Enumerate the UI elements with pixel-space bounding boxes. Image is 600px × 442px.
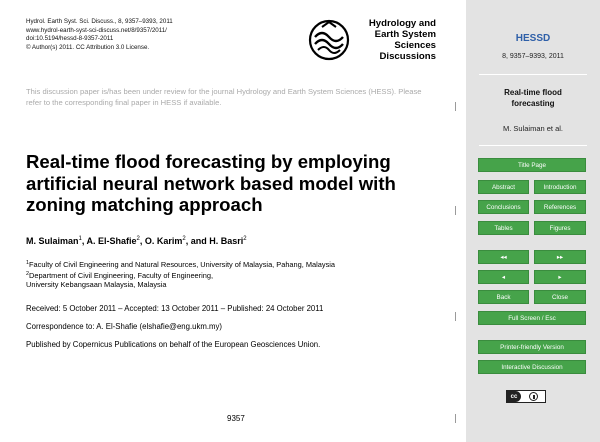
first-page-button[interactable]: ◂◂ (478, 250, 529, 264)
cc-license-badge[interactable] (506, 390, 546, 403)
citation-meta (26, 18, 173, 52)
introduction-button[interactable]: Introduction (534, 180, 586, 194)
conclusions-button[interactable]: Conclusions (478, 200, 529, 214)
author-name: O. Karim (144, 236, 183, 246)
sidebar-journal: HESSD (515, 33, 551, 44)
strip-label-wrap (445, 48, 466, 110)
logo-line: Hydrology and (368, 18, 436, 29)
affiliations (26, 259, 335, 290)
tables-button[interactable]: Tables (478, 221, 529, 235)
logo-wordmark (369, 18, 436, 62)
sidebar-divider (479, 74, 587, 75)
author-affil-mark: 2 (182, 236, 186, 242)
affiliation (26, 270, 335, 281)
citation-url: www.hydrol-earth-syst-sci-discuss.net/8/9357/2011/ (26, 26, 167, 34)
affil-text: University Kebangsaan Malaysia, Malaysia (26, 280, 167, 290)
author-separator: , (139, 236, 145, 246)
references-button[interactable]: References (534, 200, 586, 214)
strip-divider (455, 102, 456, 111)
affiliation (26, 280, 335, 290)
logo-line: Sciences (394, 40, 436, 51)
author-affil-mark: 1 (78, 236, 82, 242)
page-number: 9357 (227, 414, 245, 423)
attribution-icon (529, 392, 538, 401)
strip-label-wrap (445, 350, 466, 412)
sidebar-author: M. Sulaiman et al. (502, 124, 564, 133)
sidebar-title-line: forecasting (511, 98, 555, 108)
publication-dates: Received: 5 October 2011 – Accepted: 13 October 2011 – Published: 24 October 2011 (26, 304, 324, 313)
cc-icon: cc (507, 391, 521, 402)
title-page-button[interactable]: Title Page (478, 158, 586, 172)
affil-mark: 1 (26, 260, 29, 266)
affiliation (26, 259, 335, 270)
last-page-button[interactable]: ▸▸ (534, 250, 586, 264)
review-notice: This discussion paper is/has been under review for the journal Hydrology and Earth System Sciences (HESS). Please refer to the corresponding final paper in HESS if available. (26, 87, 422, 107)
logo-line: Earth System (374, 29, 436, 40)
figures-button[interactable]: Figures (534, 221, 586, 235)
egu-logo-icon (308, 18, 350, 62)
cc-attribution-area (521, 392, 545, 401)
paper-title: Real-time flood forecasting by employing artificial neural network based model with zoning matching approach (26, 151, 396, 216)
strip-label-wrap (445, 250, 466, 312)
author-affil-mark: 2 (243, 236, 247, 242)
sidebar-pages: 8, 9357–9393, 2011 (502, 53, 564, 60)
correspondence: Correspondence to: A. El-Shafie (elshafie@eng.ukm.my) (26, 322, 222, 331)
author-list (26, 236, 247, 246)
citation-doi: doi:10.5194/hessd-8-9357-2011 (26, 35, 114, 43)
author-name: A. El-Shafie (86, 236, 137, 246)
interactive-discussion-button[interactable]: Interactive Discussion (478, 360, 586, 374)
author-separator: , (81, 236, 87, 246)
citation-line: Hydrol. Earth Syst. Sci. Discuss., 8, 9357–9393, 2011 (26, 18, 173, 25)
author-separator-and: , and (185, 236, 210, 246)
sidebar-title-line: Real-time flood (504, 88, 562, 97)
next-page-button[interactable]: ▸ (534, 270, 586, 284)
strip-divider (455, 206, 456, 215)
fullscreen-button[interactable]: Full Screen / Esc (478, 311, 586, 325)
author-affil-mark: 2 (136, 236, 140, 242)
strip-label-wrap (445, 150, 466, 212)
abstract-button[interactable]: Abstract (478, 180, 529, 194)
strip-divider (455, 414, 456, 423)
sidebar-title (466, 88, 600, 109)
back-button[interactable]: Back (478, 290, 529, 304)
author-name: M. Sulaiman (26, 236, 79, 246)
affil-text: Faculty of Civil Engineering and Natural Resources, University of Malaysia, Pahang, Malaysia (29, 260, 336, 269)
previous-page-button[interactable]: ◂ (478, 270, 529, 284)
citation-license: © Author(s) 2011. CC Attribution 3.0 License. (26, 43, 150, 51)
affil-text: Department of Civil Engineering, Faculty of Engineering, (29, 270, 214, 280)
strip-divider (455, 312, 456, 321)
discussion-paper-strip (445, 0, 466, 442)
affil-mark: 2 (26, 270, 29, 277)
logo-line: Discussions (379, 51, 436, 62)
sidebar-divider (479, 145, 587, 146)
publisher-note: Published by Copernicus Publications on behalf of the European Geosciences Union. (26, 340, 321, 349)
journal-logo (308, 16, 436, 68)
printer-friendly-button[interactable]: Printer-friendly Version (478, 340, 586, 354)
close-button[interactable]: Close (534, 290, 586, 304)
author-name: H. Basri (209, 236, 244, 246)
